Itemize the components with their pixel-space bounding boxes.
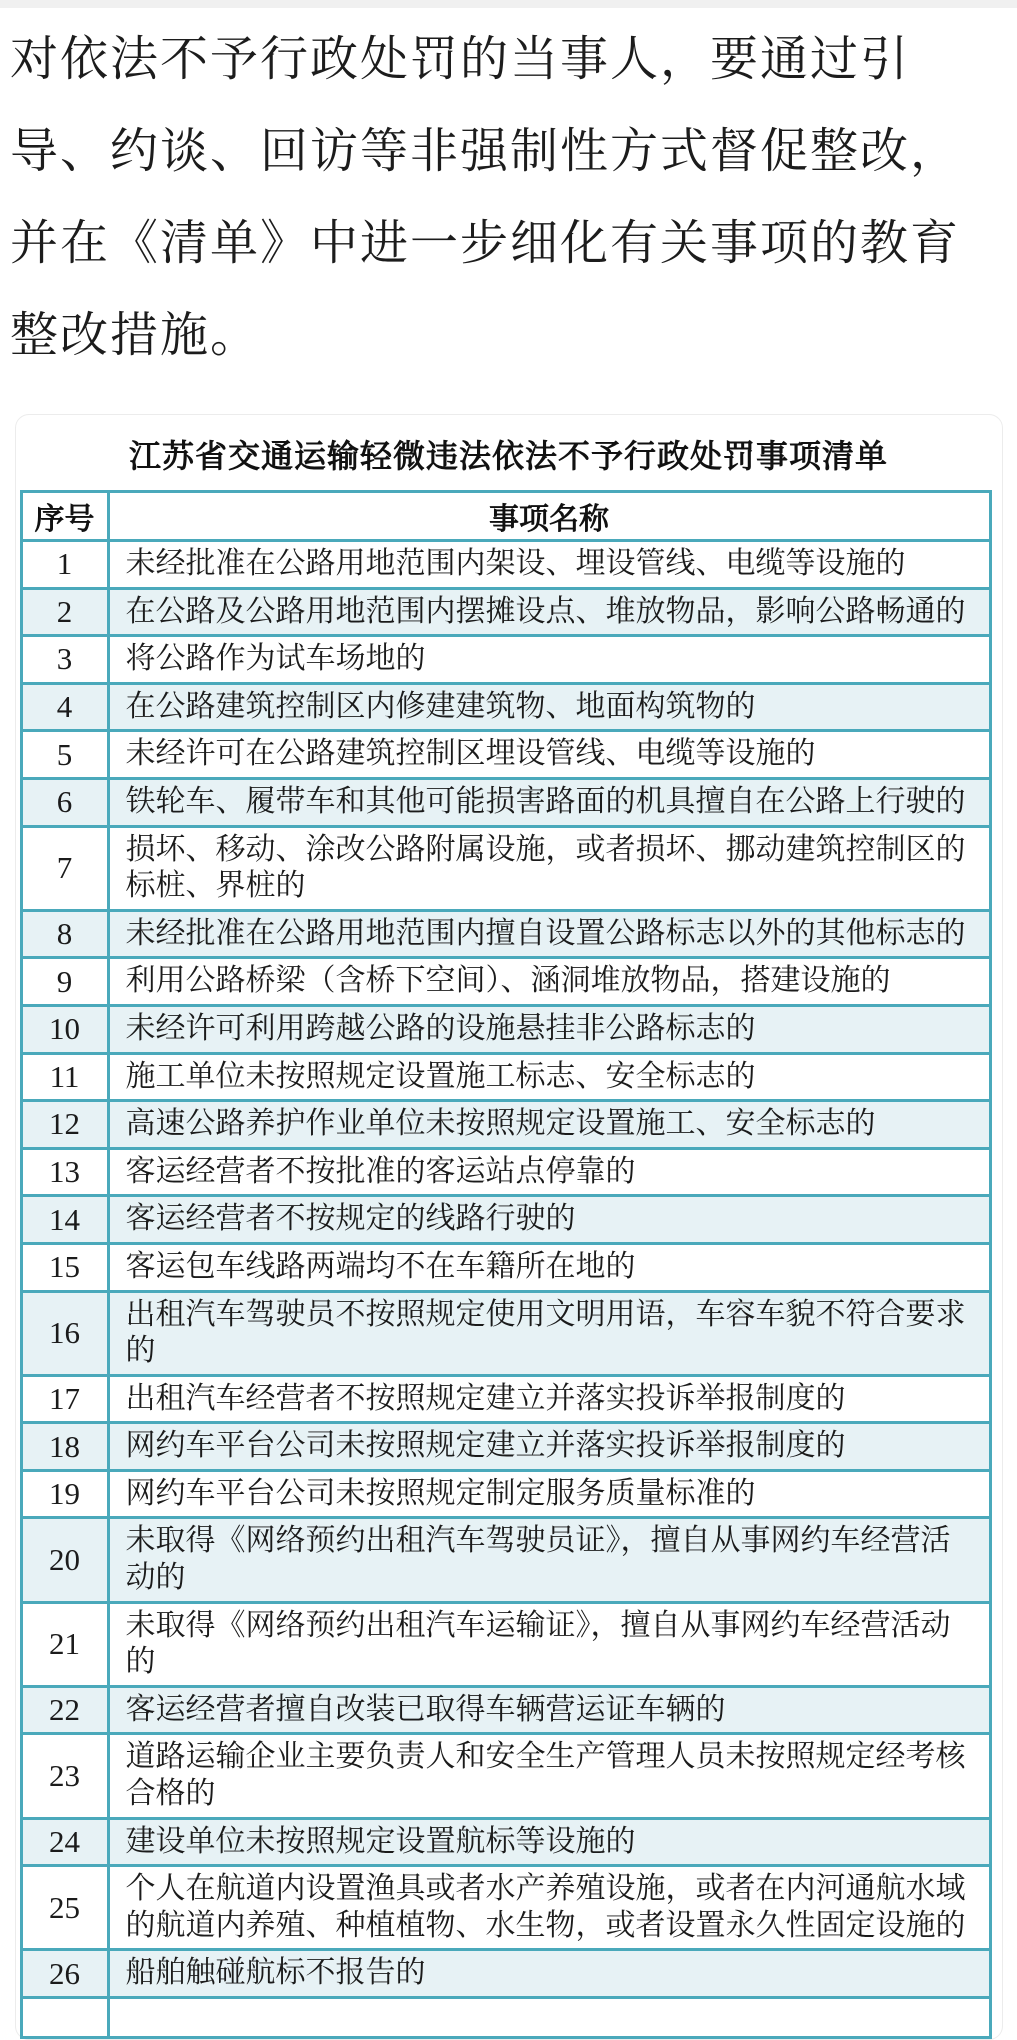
table-row	[21, 1423, 990, 1471]
table-row	[21, 1196, 990, 1244]
row-number: 16	[21, 1291, 108, 1375]
table-row	[21, 826, 990, 910]
row-item-name: 客运包车线路两端均不在车籍所在地的	[108, 1243, 990, 1291]
row-number: 19	[21, 1470, 108, 1518]
row-number: 11	[21, 1053, 108, 1101]
row-item-name: 个人在航道内设置渔具或者水产养殖设施，或者在内河通航水域的航道内养殖、种植植物、水生物，或者设置永久性固定设施的	[108, 1866, 990, 1950]
row-item-name: 损坏、移动、涂改公路附属设施，或者损坏、挪动建筑控制区的标桩、界桩的	[108, 826, 990, 910]
table-row	[21, 1518, 990, 1602]
row-item-name: 未经许可在公路建筑控制区埋设管线、电缆等设施的	[108, 731, 990, 779]
row-number: 22	[21, 1686, 108, 1734]
table-row	[21, 1866, 990, 1950]
row-item-name: 施工单位未按照规定设置施工标志、安全标志的	[108, 1053, 990, 1101]
row-item-name: 高速公路养护作业单位未按照规定设置施工、安全标志的	[108, 1101, 990, 1149]
table-row	[21, 588, 990, 636]
table-title: 江苏省交通运输轻微违法依法不予行政处罚事项清单	[128, 438, 888, 474]
row-item-name: 客运经营者擅自改装已取得车辆营运证车辆的	[108, 1686, 990, 1734]
row-item-name: 道路运输企业主要负责人和安全生产管理人员未按照规定经考核合格的	[108, 1734, 990, 1818]
row-item-name: 未经批准在公路用地范围内擅自设置公路标志以外的其他标志的	[108, 910, 990, 958]
table-row	[21, 1375, 990, 1423]
row-item-name: 船舶触碰航标不报告的	[108, 1950, 990, 1998]
table-row	[21, 910, 990, 958]
column-header-no: 序号	[21, 492, 108, 541]
row-number: 9	[21, 958, 108, 1006]
table-row	[21, 1734, 990, 1818]
table-row	[21, 1005, 990, 1053]
table-row	[21, 1818, 990, 1866]
table-row	[21, 1053, 990, 1101]
row-number: 3	[21, 636, 108, 684]
table-row-partial	[21, 1998, 990, 2038]
table-row	[21, 1101, 990, 1149]
row-item-name: 出租汽车驾驶员不按照规定使用文明用语，车容车貌不符合要求的	[108, 1291, 990, 1375]
row-number: 21	[21, 1602, 108, 1686]
table-row	[21, 1243, 990, 1291]
row-number: 25	[21, 1866, 108, 1950]
row-number: 15	[21, 1243, 108, 1291]
column-header-item-name: 事项名称	[108, 492, 990, 541]
row-number: 2	[21, 588, 108, 636]
row-number: 14	[21, 1196, 108, 1244]
row-number: 17	[21, 1375, 108, 1423]
table-row	[21, 731, 990, 779]
row-number: 10	[21, 1005, 108, 1053]
row-number: 7	[21, 826, 108, 910]
table-row	[21, 636, 990, 684]
table-row	[21, 683, 990, 731]
row-item-name: 未经批准在公路用地范围内架设、埋设管线、电缆等设施的	[108, 541, 990, 589]
row-item-name: 将公路作为试车场地的	[108, 636, 990, 684]
table-row	[21, 1602, 990, 1686]
row-number: 6	[21, 778, 108, 826]
table-header-row	[21, 492, 990, 541]
row-number: 26	[21, 1950, 108, 1998]
row-item-name: 铁轮车、履带车和其他可能损害路面的机具擅自在公路上行驶的	[108, 778, 990, 826]
intro-paragraph: 对依法不予行政处罚的当事人，要通过引导、约谈、回访等非强制性方式督促整改，并在《清单》中进一步细化有关事项的教育整改措施。	[10, 33, 961, 362]
row-item-name: 网约车平台公司未按照规定制定服务质量标准的	[108, 1470, 990, 1518]
table-row	[21, 1950, 990, 1998]
row-item-name: 建设单位未按照规定设置航标等设施的	[108, 1818, 990, 1866]
row-number: 18	[21, 1423, 108, 1471]
table-row	[21, 1686, 990, 1734]
row-number: 24	[21, 1818, 108, 1866]
row-item-name: 网约车平台公司未按照规定建立并落实投诉举报制度的	[108, 1423, 990, 1471]
row-item-name: 利用公路桥梁（含桥下空间）、涵洞堆放物品，搭建设施的	[108, 958, 990, 1006]
row-item-name: 未取得《网络预约出租汽车驾驶员证》，擅自从事网约车经营活动的	[108, 1518, 990, 1602]
row-item-name: 未取得《网络预约出租汽车运输证》，擅自从事网约车经营活动的	[108, 1602, 990, 1686]
row-item-name: 未经许可利用跨越公路的设施悬挂非公路标志的	[108, 1005, 990, 1053]
penalty-exemption-table	[20, 490, 992, 2039]
row-number: 23	[21, 1734, 108, 1818]
table-row	[21, 1148, 990, 1196]
row-number	[21, 1998, 108, 2038]
table-row	[21, 541, 990, 589]
table-row	[21, 958, 990, 1006]
row-item-name	[108, 1998, 990, 2038]
table-row	[21, 1470, 990, 1518]
table-card	[15, 414, 1003, 2040]
row-item-name: 客运经营者不按规定的线路行驶的	[108, 1196, 990, 1244]
row-number: 4	[21, 683, 108, 731]
table-row	[21, 1291, 990, 1375]
table-row	[21, 778, 990, 826]
row-item-name: 在公路及公路用地范围内摆摊设点、堆放物品，影响公路畅通的	[108, 588, 990, 636]
row-item-name: 出租汽车经营者不按照规定建立并落实投诉举报制度的	[108, 1375, 990, 1423]
row-number: 20	[21, 1518, 108, 1602]
row-number: 12	[21, 1101, 108, 1149]
row-item-name: 客运经营者不按批准的客运站点停靠的	[108, 1148, 990, 1196]
row-number: 1	[21, 541, 108, 589]
row-number: 5	[21, 731, 108, 779]
row-number: 8	[21, 910, 108, 958]
row-item-name: 在公路建筑控制区内修建建筑物、地面构筑物的	[108, 683, 990, 731]
row-number: 13	[21, 1148, 108, 1196]
top-strip	[0, 0, 1017, 8]
